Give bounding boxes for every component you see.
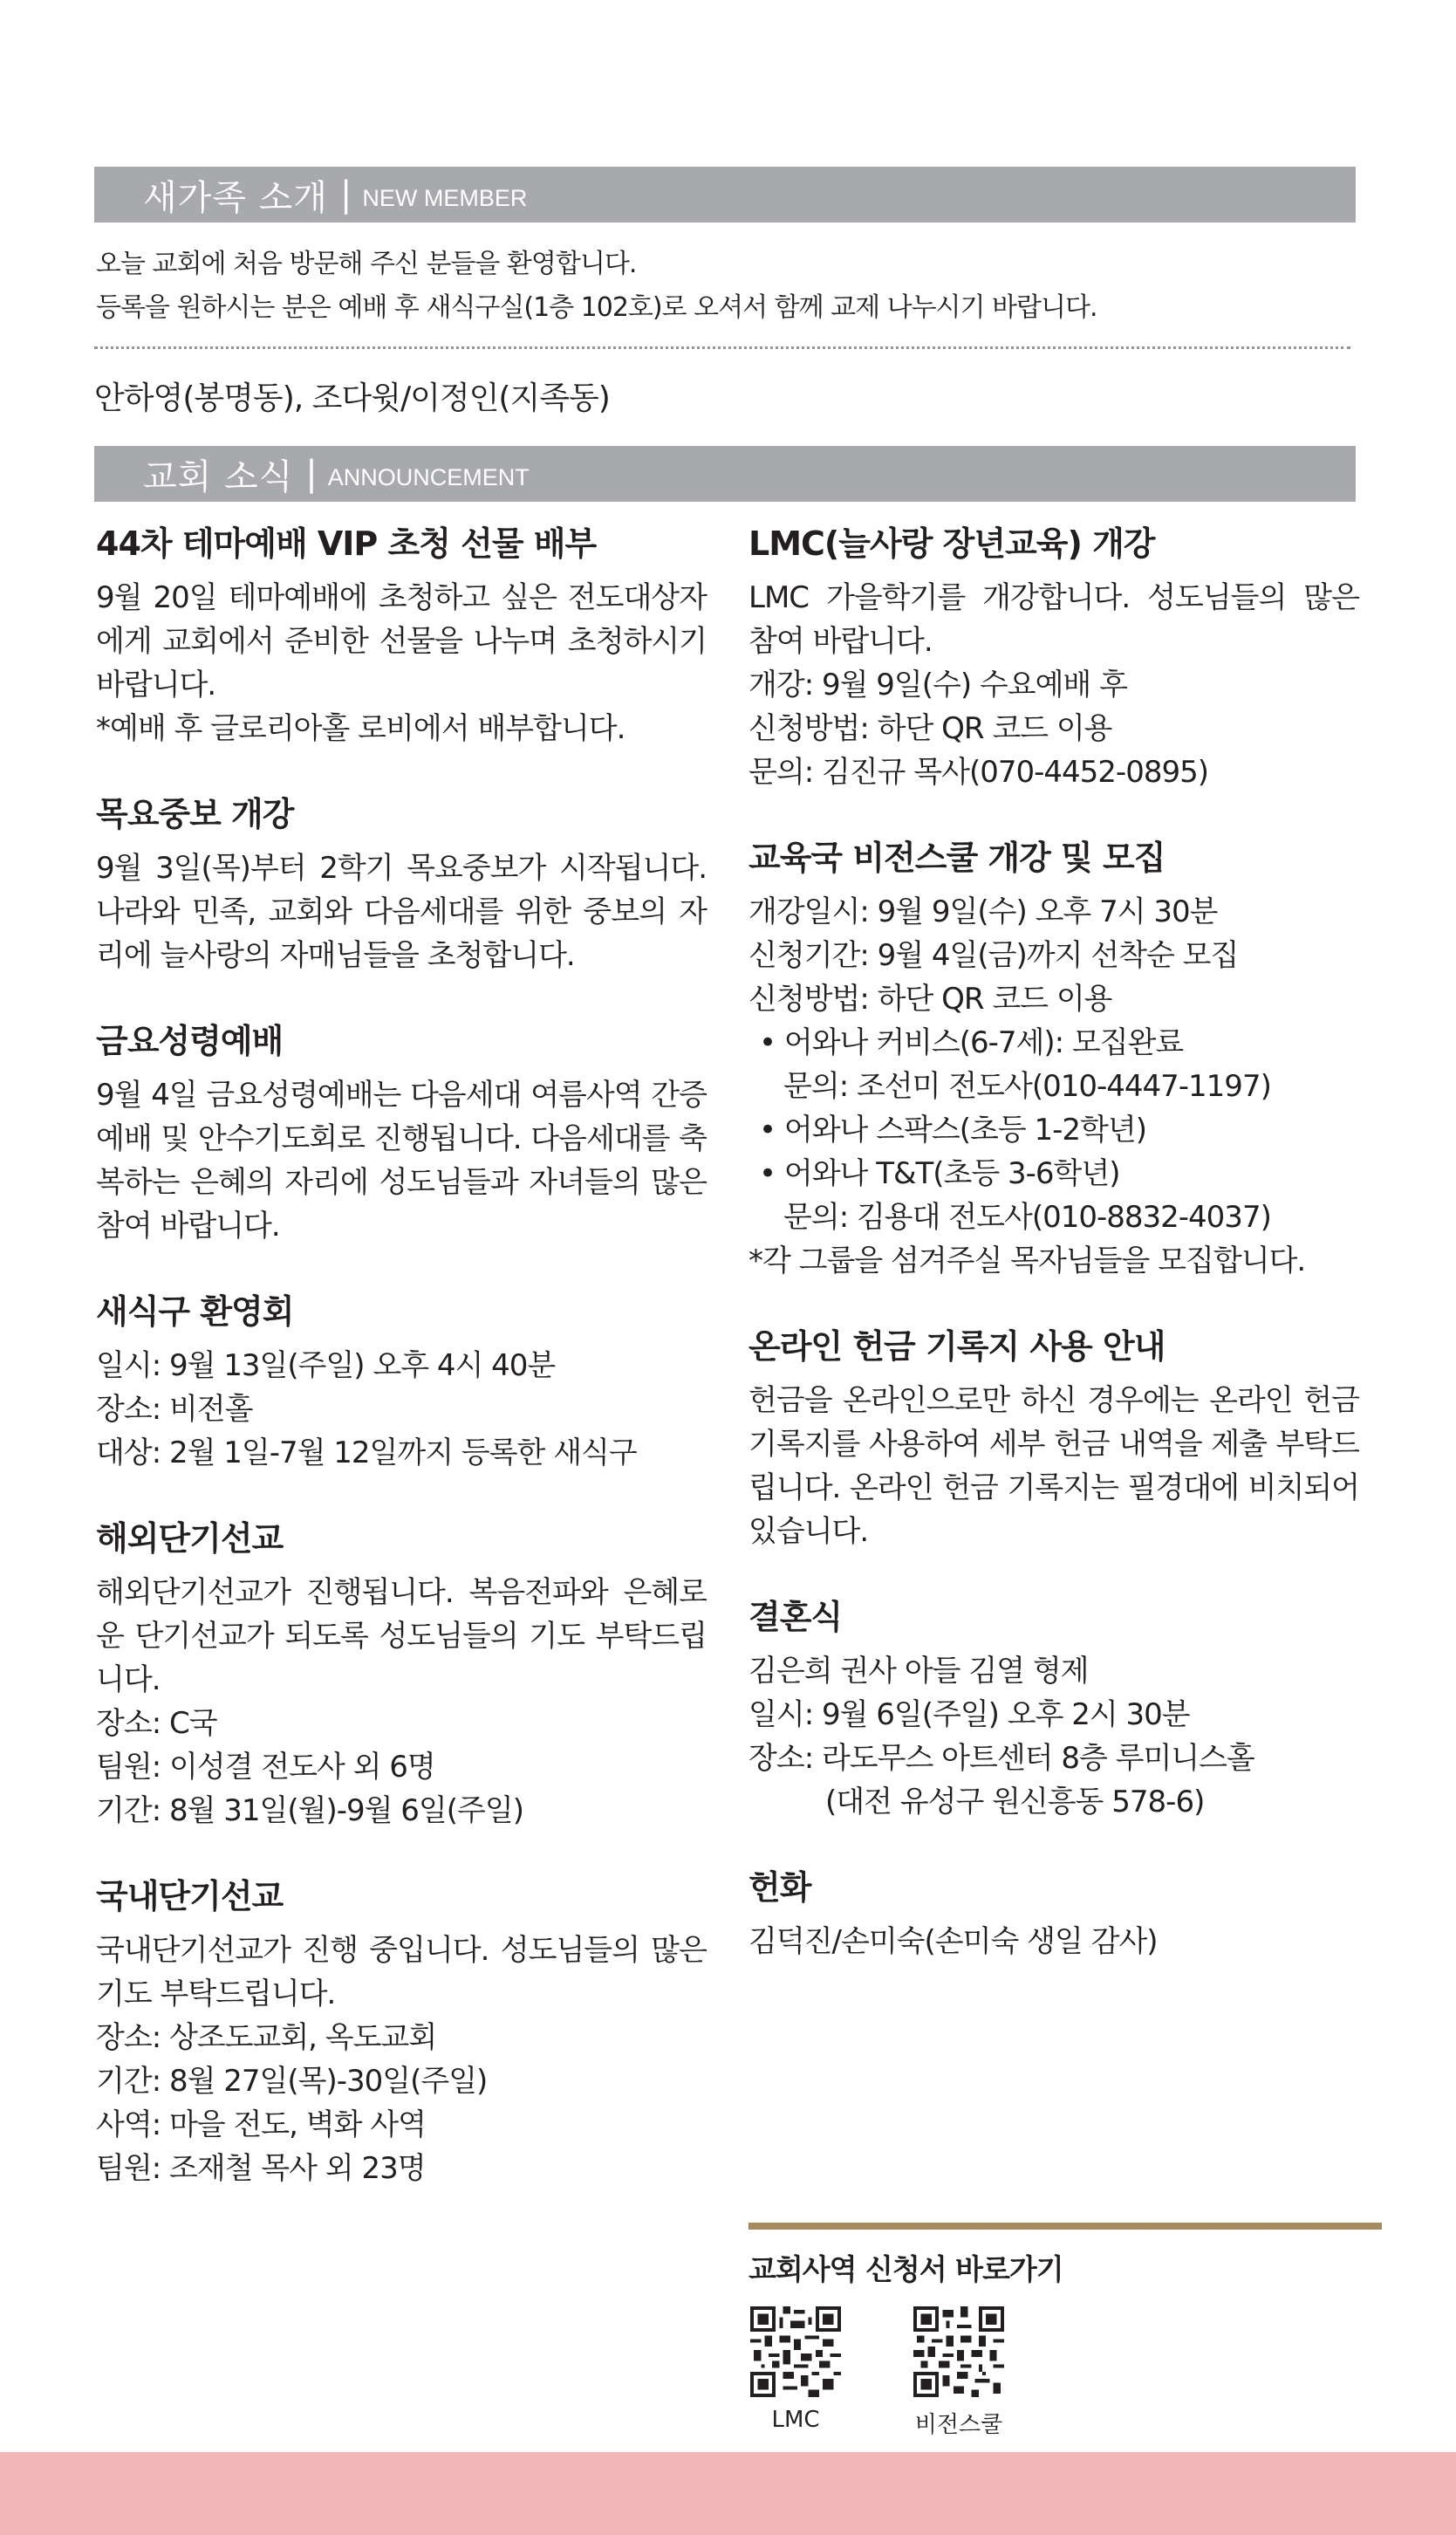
announcement-item-text: 신청방법: 하단 QR 코드 이용 [749,711,1112,746]
announcement-item-text: 문의: 김용대 전도사(010-8832-4037) [783,1200,1271,1235]
announcement-item-domestic-mission [96,1874,707,2190]
new-member-title: 새가족 소개 [143,177,328,218]
announcement-item-text: 국내단기선교가 진행 중입니다. 성도님들의 많은 기도 부탁드립니다. [96,1933,707,2011]
announcement-item-text: 기간: 8월 31일(월)-9월 6일(주일) [96,1793,523,1828]
announcement-item-text: 신청기간: 9월 4일(금)까지 선착순 모집 [749,938,1239,973]
announcement-item-text: • 어와나 커비스(6-7세): 모집완료 [759,1025,1184,1060]
announcement-item-text: 기간: 8월 27일(목)-30일(주일) [96,2064,488,2099]
announcement-item-text: 장소: 라도무스 아트센터 8층 루미니스홀 [749,1741,1254,1776]
announcement-left-column [96,522,707,2232]
lmc-qr-code[interactable] [750,2306,841,2397]
announcement-item-text: 9월 20일 테마예배에 초청하고 싶은 전도대상자에게 교회에서 준비한 선물을 나누며 초청하시기 바랍니다. [96,580,707,702]
lmc-qr-label: LMC [771,2407,820,2433]
announcement-item-title: 교육국 비전스쿨 개강 및 모집 [749,839,1165,877]
announcement-item-vip-gift [96,522,707,750]
announcement-item-flowers [749,1866,1359,1963]
announcement-item-wedding [749,1595,1359,1824]
announcement-title-en: ANNOUNCEMENT [327,463,530,490]
new-member-title-en: NEW MEMBER [362,184,528,211]
announcement-item-text: 대상: 2월 1일-7월 12일까지 등록한 새식구 [96,1435,637,1470]
announcement-item-text: 팀원: 조재철 목사 외 23명 [96,2151,426,2186]
announcement-item-title: 금요성령예배 [96,1022,284,1060]
qr-section-divider [749,2223,1382,2230]
announcement-item-text: 장소: 비전홀 [96,1392,253,1427]
announcement-item-text: 장소: C국 [96,1706,217,1741]
new-member-header [94,167,1356,223]
announcement-item-title: LMC(늘사랑 장년교육) 개강 [749,524,1155,563]
announcement-item-thursday-prayer [96,792,707,977]
vision-school-qr-code[interactable] [913,2306,1004,2397]
announcement-item-text: *예배 후 글로리아홀 로비에서 배부합니다. [96,711,625,746]
announcement-item-friday-worship [96,1019,707,1248]
announcement-item-text: 사역: 마을 전도, 벽화 사역 [96,2107,426,2142]
announcement-item-title: 새식구 환영회 [96,1292,294,1331]
announcement-item-vision-school [749,836,1359,1283]
qr-section-title: 교회사역 신청서 바로가기 [749,2252,1063,2286]
announcement-title: 교회 소식 [143,456,294,497]
dotted-divider [94,346,1350,349]
announcement-right-column [749,522,1359,2005]
title-separator: | [305,454,318,494]
announcement-item-text: 김은희 권사 아들 김열 형제 [749,1654,1089,1689]
announcement-item-text: 해외단기선교가 진행됩니다. 복음전파와 은혜로운 단기선교가 되도록 성도님들의 기도 부탁드립니다. [96,1575,707,1697]
announcement-item-text: 문의: 조선미 전도사(010-4447-1197) [783,1069,1271,1104]
announcement-header [94,446,1356,502]
announcement-item-text: 9월 3일(목)부터 2학기 목요중보가 시작됩니다. 나라와 민족, 교회와 다음세대를 위한 중보의 자리에 늘사랑의 자매님들을 초청합니다. [96,851,707,973]
announcement-item-text: 일시: 9월 13일(주일) 오후 4시 40분 [96,1348,556,1383]
announcement-item-online-offering [749,1325,1359,1553]
vision-school-qr-label: 비전스쿨 [914,2412,1003,2438]
announcement-item-title: 목요중보 개강 [96,795,294,833]
announcement-item-text: 김덕진/손미숙(손미숙 생일 감사) [749,1924,1158,1959]
intro-line: 등록을 원하시는 분은 예배 후 새식구실(1층 102호)로 오셔서 함께 교제 나누시기 바랍니다. [96,292,1097,323]
announcement-item-text: *각 그룹을 섬겨주실 목자님들을 모집합니다. [749,1244,1306,1278]
announcement-item-text: LMC 가을학기를 개강합니다. 성도님들의 많은 참여 바랍니다. [749,580,1359,659]
announcement-item-overseas-mission [96,1517,707,1833]
announcement-item-text: 9월 4일 금요성령예배는 다음세대 여름사역 간증예배 및 안수기도회로 진행됩니다. 다음세대를 축복하는 은혜의 자리에 성도님들과 자녀들의 많은 참여 바랍니다. [96,1078,707,1244]
announcement-item-text: 개강: 9월 9일(수) 수요예배 후 [749,668,1127,702]
announcement-item-title: 44차 테마예배 VIP 초청 선물 배부 [96,524,597,563]
announcement-item-lmc [749,522,1359,794]
title-separator: | [339,175,352,215]
announcement-item-text: • 어와나 T&T(초등 3-6학년) [759,1156,1120,1191]
announcement-item-text: • 어와나 스팍스(초등 1-2학년) [759,1113,1146,1148]
announcement-item-text: (대전 유성구 원신흥동 578-6) [825,1785,1205,1819]
announcement-item-text: 신청방법: 하단 QR 코드 이용 [749,982,1112,1017]
intro-line: 오늘 교회에 처음 방문해 주신 분들을 환영합니다. [96,249,637,279]
announcement-item-title: 온라인 헌금 기록지 사용 안내 [749,1327,1165,1366]
announcement-item-text: 팀원: 이성결 전도사 외 6명 [96,1750,435,1785]
announcement-item-newcomer-welcome [96,1290,707,1475]
announcement-item-text: 장소: 상조도교회, 옥도교회 [96,2020,437,2055]
announcement-item-title: 국내단기선교 [96,1877,284,1915]
announcement-item-text: 문의: 김진규 목사(070-4452-0895) [749,755,1208,790]
announcement-item-title: 헌화 [749,1868,811,1907]
footer-band [0,2452,1456,2535]
announcement-item-text: 헌금을 온라인으로만 하신 경우에는 온라인 헌금 기록지를 사용하여 세부 헌금 내역을 제출 부탁드립니다. 온라인 헌금 기록지는 필경대에 비치되어 있습니다. [749,1383,1359,1549]
announcement-item-title: 결혼식 [749,1598,843,1636]
announcement-item-title: 해외단기선교 [96,1519,284,1558]
announcement-item-text: 개강일시: 9월 9일(수) 오후 7시 30분 [749,894,1218,929]
new-member-names: 안하영(봉명동), 조다윗/이정인(지족동) [94,380,610,416]
announcement-item-text: 일시: 9월 6일(주일) 오후 2시 30분 [749,1697,1190,1732]
new-member-intro [96,243,1097,330]
